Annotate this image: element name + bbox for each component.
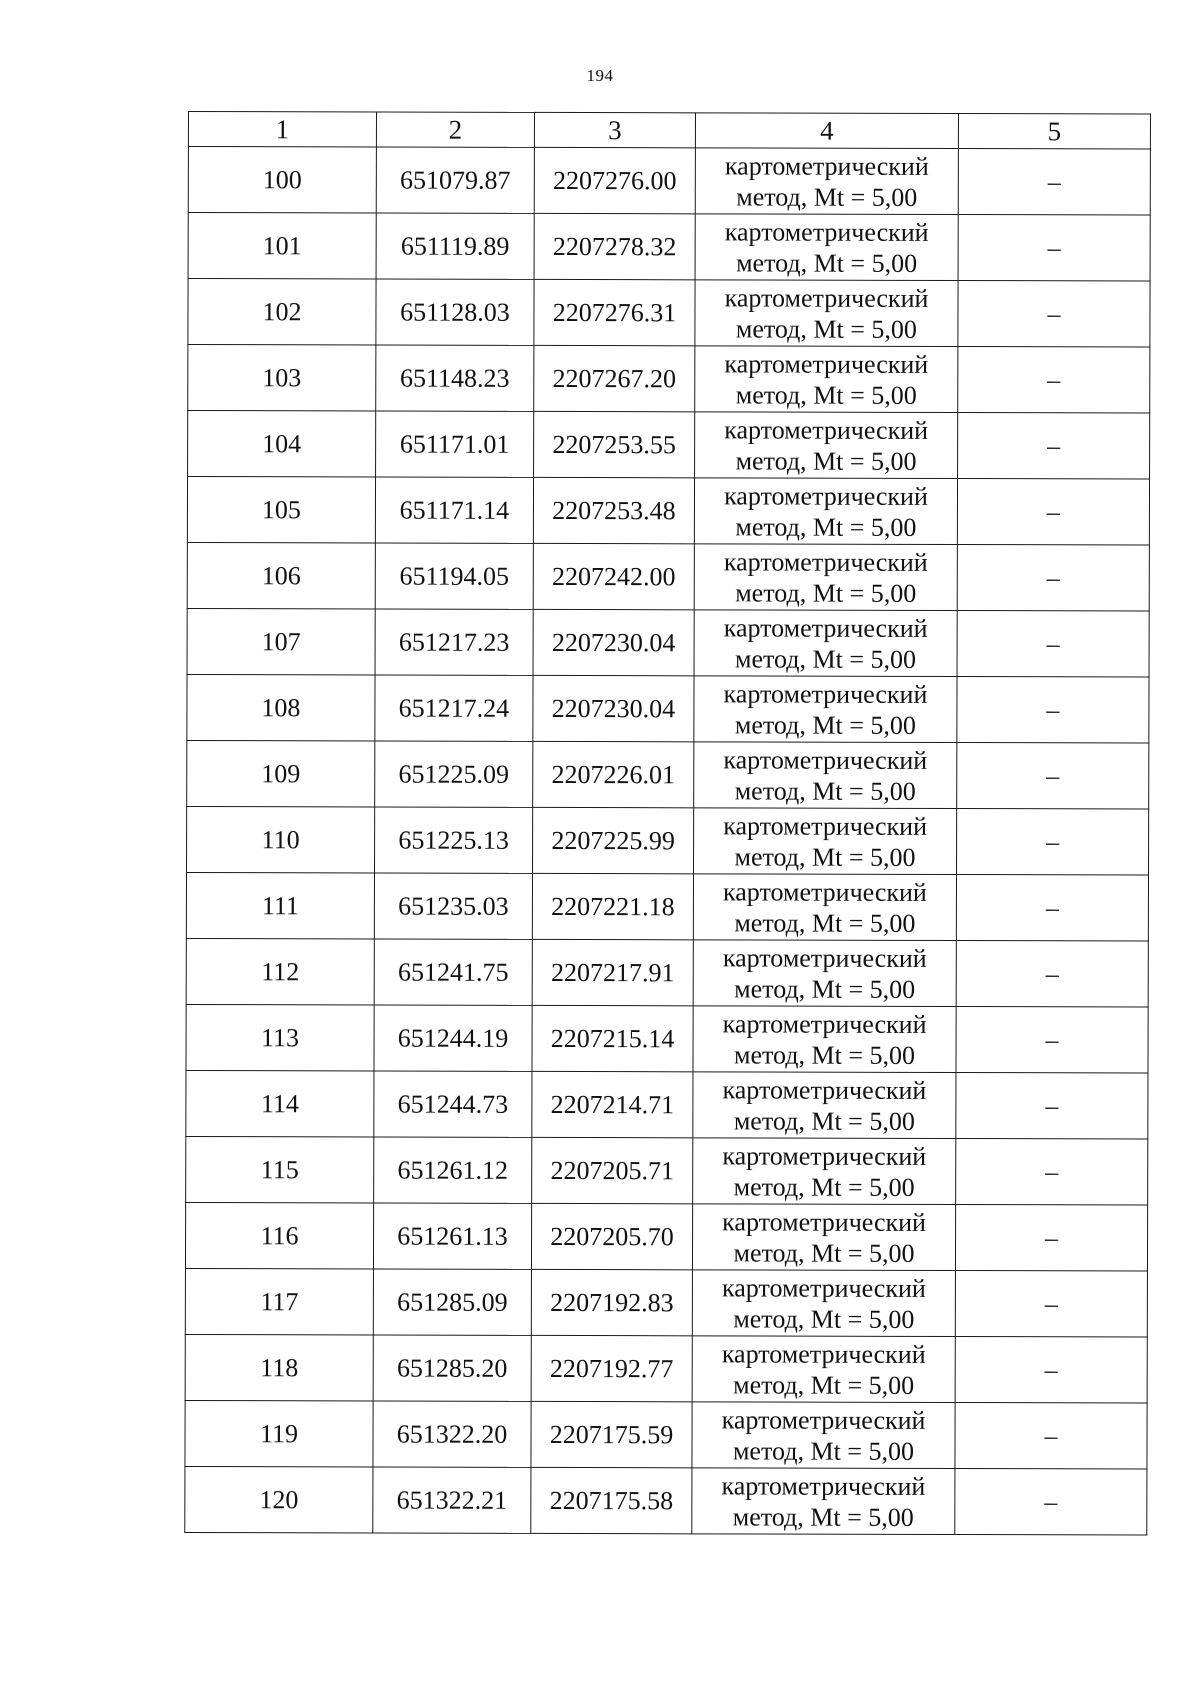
column-header: 2	[376, 112, 534, 147]
note-cell: –	[956, 1007, 1148, 1074]
y-coordinate-cell: 2207253.48	[533, 477, 694, 543]
point-number-cell: 111	[186, 872, 374, 938]
column-header: 4	[695, 113, 958, 149]
method-line-2: метод, Mt = 5,00	[734, 973, 916, 1004]
note-cell: –	[958, 149, 1150, 216]
x-coordinate-cell: 651225.09	[375, 741, 533, 807]
y-coordinate-cell: 2207175.59	[531, 1401, 692, 1467]
point-number-cell: 101	[188, 213, 376, 279]
method-line-2: метод, Mt = 5,00	[734, 841, 916, 872]
table-row	[185, 1400, 1147, 1469]
table-row	[187, 608, 1149, 677]
x-coordinate-cell: 651079.87	[376, 147, 534, 213]
method-cell	[695, 346, 958, 413]
point-number-cell: 112	[186, 938, 374, 1004]
method-cell	[693, 1138, 956, 1205]
point-number-cell: 109	[187, 740, 375, 806]
method-line-2: метод, Mt = 5,00	[733, 1105, 915, 1136]
x-coordinate-cell: 651261.13	[373, 1203, 531, 1269]
point-number-cell: 105	[187, 477, 375, 543]
table-row	[188, 279, 1150, 348]
point-number-cell: 102	[188, 279, 376, 345]
x-coordinate-cell: 651244.73	[374, 1071, 532, 1137]
x-coordinate-cell: 651241.75	[374, 939, 532, 1005]
note-cell: –	[957, 809, 1149, 876]
y-coordinate-cell: 2207253.55	[534, 411, 695, 477]
y-coordinate-cell: 2207225.99	[533, 807, 694, 873]
method-line-1: картометрический	[724, 414, 929, 445]
x-coordinate-cell: 651322.20	[373, 1401, 531, 1467]
x-coordinate-cell: 651194.05	[375, 543, 533, 609]
y-coordinate-cell: 2207230.04	[533, 675, 694, 741]
method-cell	[694, 544, 957, 611]
method-line-2: метод, Mt = 5,00	[735, 643, 917, 674]
method-line-2: метод, Mt = 5,00	[733, 1237, 915, 1268]
method-cell	[693, 940, 956, 1007]
table-row	[186, 872, 1148, 941]
y-coordinate-cell: 2207278.32	[534, 213, 695, 279]
table-row	[186, 1136, 1148, 1205]
method-line-1: картометрический	[722, 1008, 927, 1039]
method-line-1: картометрический	[723, 744, 928, 775]
y-coordinate-cell: 2207205.70	[531, 1203, 692, 1269]
method-line-2: метод, Mt = 5,00	[735, 577, 917, 608]
method-cell	[694, 676, 957, 743]
note-cell: –	[957, 743, 1149, 810]
method-cell	[695, 148, 958, 215]
y-coordinate-cell: 2207276.00	[534, 147, 695, 213]
method-cell	[695, 412, 958, 479]
note-cell: –	[958, 281, 1150, 348]
method-line-1: картометрический	[724, 150, 929, 181]
coordinates-table	[184, 111, 1151, 1536]
method-line-2: метод, Mt = 5,00	[734, 775, 916, 806]
y-coordinate-cell: 2207267.20	[534, 345, 695, 411]
method-cell	[693, 1072, 956, 1139]
table-row	[187, 740, 1149, 809]
note-cell: –	[957, 479, 1149, 546]
table-row	[188, 411, 1150, 480]
note-cell: –	[957, 677, 1149, 744]
method-line-1: картометрический	[723, 876, 927, 907]
note-cell: –	[955, 1403, 1147, 1470]
method-line-2: метод, Mt = 5,00	[736, 181, 918, 212]
method-cell	[695, 280, 958, 347]
y-coordinate-cell: 2207226.01	[533, 741, 694, 807]
point-number-cell: 108	[187, 674, 375, 740]
method-cell	[693, 1006, 956, 1073]
y-coordinate-cell: 2207242.00	[533, 543, 694, 609]
method-line-2: метод, Mt = 5,00	[733, 1171, 915, 1202]
method-line-1: картометрический	[722, 1140, 927, 1171]
y-coordinate-cell: 2207217.91	[532, 939, 693, 1005]
y-coordinate-cell: 2207205.71	[532, 1137, 693, 1203]
method-cell	[692, 1336, 955, 1403]
note-cell: –	[956, 1073, 1148, 1140]
method-line-1: картометрический	[723, 810, 928, 841]
y-coordinate-cell: 2207215.14	[532, 1005, 693, 1071]
x-coordinate-cell: 651217.24	[375, 675, 533, 741]
method-line-1: картометрический	[721, 1470, 926, 1501]
point-number-cell: 107	[187, 608, 375, 674]
note-cell: –	[957, 611, 1149, 678]
method-cell	[692, 1270, 955, 1337]
column-header: 3	[534, 112, 695, 147]
table-header-row	[188, 112, 1150, 150]
table-row	[185, 1202, 1147, 1271]
method-cell	[694, 742, 957, 809]
note-cell: –	[957, 545, 1149, 612]
method-line-1: картометрический	[722, 1074, 927, 1105]
x-coordinate-cell: 651235.03	[374, 873, 532, 939]
note-cell: –	[956, 1139, 1148, 1206]
method-line-2: метод, Mt = 5,00	[736, 247, 918, 278]
method-line-1: картометрический	[722, 1206, 927, 1237]
point-number-cell: 115	[186, 1136, 374, 1202]
y-coordinate-cell: 2207221.18	[532, 873, 693, 939]
y-coordinate-cell: 2207175.58	[531, 1467, 692, 1533]
note-cell: –	[958, 347, 1150, 414]
x-coordinate-cell: 651119.89	[376, 213, 534, 279]
y-coordinate-cell: 2207214.71	[532, 1071, 693, 1137]
note-cell: –	[955, 1469, 1147, 1536]
point-number-cell: 104	[188, 411, 376, 477]
x-coordinate-cell: 651128.03	[376, 279, 534, 345]
point-number-cell: 100	[188, 147, 376, 213]
method-cell	[692, 1468, 955, 1535]
x-coordinate-cell: 651148.23	[376, 345, 534, 411]
y-coordinate-cell: 2207192.77	[531, 1335, 692, 1401]
table-row	[188, 147, 1150, 216]
method-cell	[694, 808, 957, 875]
method-cell	[692, 1204, 955, 1271]
point-number-cell: 118	[185, 1334, 373, 1400]
method-line-2: метод, Mt = 5,00	[733, 1303, 915, 1334]
method-line-1: картометрический	[724, 348, 929, 379]
y-coordinate-cell: 2207192.83	[531, 1269, 692, 1335]
method-line-2: метод, Mt = 5,00	[735, 379, 917, 410]
method-line-1: картометрический	[723, 612, 928, 643]
note-cell: –	[958, 413, 1150, 480]
table-row	[185, 1268, 1147, 1337]
y-coordinate-cell: 2207276.31	[534, 279, 695, 345]
table-row	[187, 542, 1149, 611]
table-row	[186, 1070, 1148, 1139]
method-line-1: картометрический	[722, 942, 927, 973]
method-line-1: картометрический	[723, 546, 928, 577]
method-line-1: картометрический	[724, 216, 929, 247]
method-cell	[694, 610, 957, 677]
method-line-2: метод, Mt = 5,00	[732, 1501, 914, 1532]
table-row	[187, 674, 1149, 743]
column-header: 5	[958, 114, 1150, 150]
x-coordinate-cell: 651225.13	[375, 807, 533, 873]
table-row	[187, 477, 1149, 546]
method-line-2: метод, Mt = 5,00	[732, 1435, 915, 1466]
point-number-cell: 119	[185, 1400, 373, 1466]
point-number-cell: 113	[186, 1004, 374, 1070]
y-coordinate-cell: 2207230.04	[533, 609, 694, 675]
point-number-cell: 110	[187, 806, 375, 872]
x-coordinate-cell: 651322.21	[373, 1467, 531, 1533]
point-number-cell: 106	[187, 542, 375, 608]
table-row	[185, 1334, 1147, 1403]
table-body	[185, 147, 1151, 1536]
method-cell	[694, 478, 957, 545]
x-coordinate-cell: 651261.12	[374, 1137, 532, 1203]
x-coordinate-cell: 651244.19	[374, 1005, 532, 1071]
method-line-1: картометрический	[721, 1404, 926, 1435]
method-line-2: метод, Mt = 5,00	[735, 313, 917, 344]
note-cell: –	[956, 875, 1148, 942]
page-number: 194	[586, 66, 614, 85]
method-line-2: метод, Mt = 5,00	[735, 445, 917, 476]
x-coordinate-cell: 651217.23	[375, 609, 533, 675]
method-cell	[692, 1402, 955, 1469]
note-cell: –	[956, 941, 1148, 1008]
note-cell: –	[955, 1205, 1147, 1272]
table-row	[185, 1466, 1147, 1535]
method-cell	[693, 874, 956, 941]
method-line-2: метод, Mt = 5,00	[734, 907, 916, 938]
note-cell: –	[955, 1337, 1147, 1404]
method-line-2: метод, Mt = 5,00	[735, 511, 917, 542]
method-line-1: картометрический	[724, 282, 929, 313]
note-cell: –	[958, 215, 1150, 282]
point-number-cell: 103	[188, 345, 376, 411]
point-number-cell: 116	[185, 1202, 373, 1268]
point-number-cell: 120	[185, 1466, 373, 1532]
method-cell	[695, 214, 958, 281]
column-header: 1	[188, 112, 376, 147]
x-coordinate-cell: 651171.01	[376, 411, 534, 477]
note-cell: –	[955, 1271, 1147, 1338]
table-row	[188, 345, 1150, 414]
x-coordinate-cell: 651171.14	[375, 477, 533, 543]
method-line-1: картометрический	[724, 480, 928, 511]
point-number-cell: 114	[186, 1070, 374, 1136]
x-coordinate-cell: 651285.09	[373, 1269, 531, 1335]
method-line-2: метод, Mt = 5,00	[733, 1369, 915, 1400]
point-number-cell: 117	[185, 1268, 373, 1334]
method-line-1: картометрический	[721, 1272, 926, 1303]
method-line-2: метод, Mt = 5,00	[733, 1039, 916, 1070]
table-row	[186, 938, 1148, 1007]
table-row	[188, 213, 1150, 282]
table-row	[187, 806, 1149, 875]
method-line-1: картометрический	[721, 1338, 926, 1369]
method-line-1: картометрический	[723, 678, 928, 709]
x-coordinate-cell: 651285.20	[373, 1335, 531, 1401]
table-row	[186, 1004, 1148, 1073]
method-line-2: метод, Mt = 5,00	[734, 709, 916, 740]
